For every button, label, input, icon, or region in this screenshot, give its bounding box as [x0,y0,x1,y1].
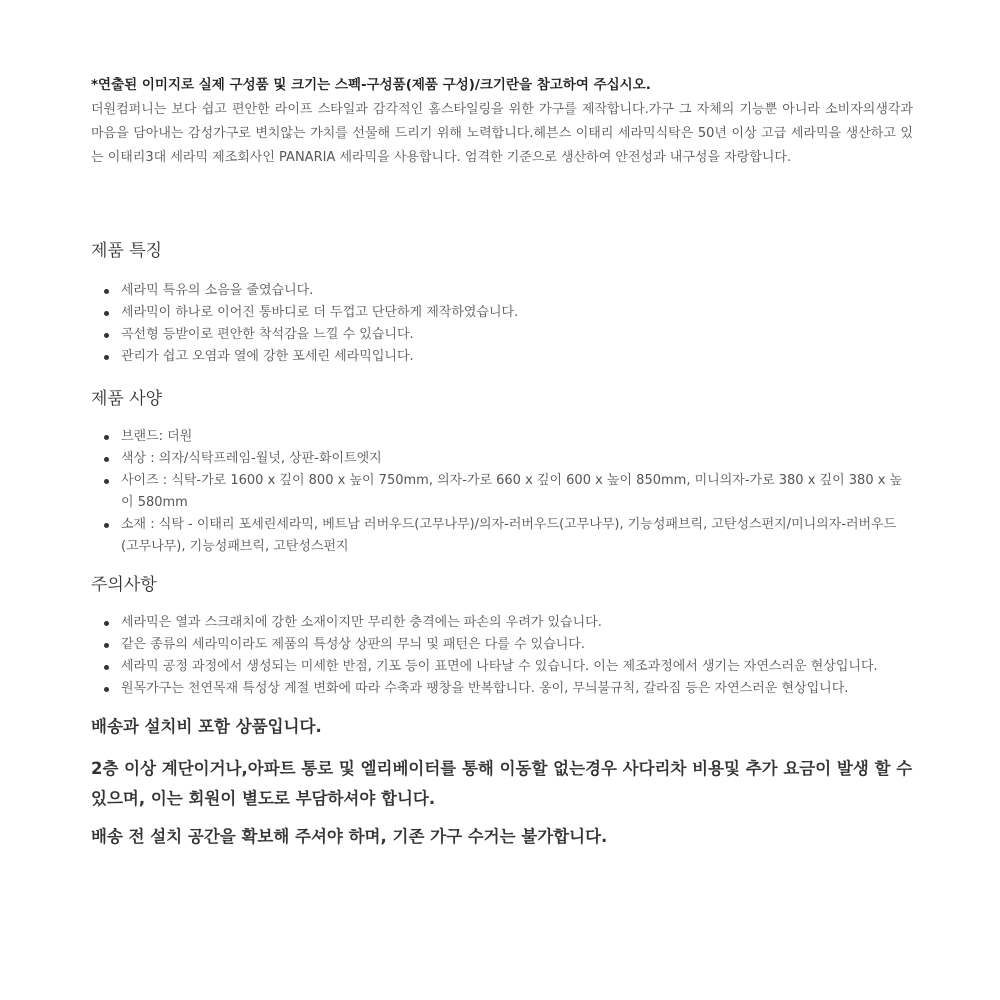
feature-text: 세라믹 특유의 소음을 줄였습니다. [121,283,314,298]
bullet-icon [104,479,109,484]
cautions-title: 주의사항 [91,575,157,595]
feature-text: 세라믹이 하나로 이어진 통바디로 더 두껍고 단단하게 제작하였습니다. [121,305,519,320]
feature-item [121,346,913,368]
installation-space-notice: 배송 전 설치 공간을 확보해 주셔야 하며, 기존 가구 수거는 불가합니다. [91,827,608,846]
bullet-icon [104,621,109,626]
caution-text: 세라믹 공정 과정에서 생성되는 미세한 반점, 기포 등이 표면에 나타날 수 있습니다. 이는 제조과정에서 생기는 자연스러운 현상입니다. [121,659,878,674]
features-title: 제품 특징 [91,241,163,261]
feature-text: 관리가 쉽고 오염과 열에 강한 포세린 세라믹입니다. [121,349,414,364]
product-description [91,74,913,852]
ladder-truck-notice: 2층 이상 계단이거나,아파트 통로 및 엘리베이터를 통해 이동할 없는경우 사다리차 비용및 추가 요금이 발생 할 수 있으며, 이는 회원이 별도로 부담하셔야 합니다. [91,759,913,808]
caution-text: 원목가구는 천연목재 특성상 계절 변화에 따라 수축과 팽창을 반복합니다. 옹이, 무늬불규칙, 갈라짐 등은 자연스러운 현상입니다. [121,681,849,696]
spec-item [121,470,913,514]
feature-item [121,302,913,324]
spec-item [121,514,913,558]
spec-text: 색상 : 의자/식탁프레임-월넛, 상판-화이트엣지 [121,451,382,466]
bullet-icon [104,523,109,528]
cautions-list [91,612,913,700]
spec-text: 브랜드: 더원 [121,429,193,444]
bullet-icon [104,355,109,360]
feature-text: 곡선형 등받이로 편안한 착석감을 느낄 수 있습니다. [121,327,414,342]
caution-item [121,634,913,656]
bullet-icon [104,457,109,462]
specs-title: 제품 사양 [91,389,163,409]
spec-text: 소재 : 식탁 - 이태리 포세린세라믹, 베트남 러버우드(고무나무)/의자-러버우드(고무나무), 기능성패브릭, 고탄성스펀지/미니의자-러버우드(고무나무), 기능성패브릭, 고탄성스펀지 [121,517,897,554]
bullet-icon [104,311,109,316]
caution-text: 세라믹은 열과 스크래치에 강한 소재이지만 무리한 충격에는 파손의 우려가 있습니다. [121,615,602,630]
caution-text: 같은 종류의 세라믹이라도 제품의 특성상 상판의 무늬 및 패턴은 다를 수 있습니다. [121,637,586,652]
bullet-icon [104,333,109,338]
feature-item [121,324,913,346]
spec-item [121,448,913,470]
caution-item [121,678,913,700]
spec-item [121,426,913,448]
feature-item [121,280,913,302]
delivery-included: 배송과 설치비 포함 상품입니다. [91,717,322,736]
spec-text: 사이즈 : 식탁-가로 1600 x 깊이 800 x 높이 750mm, 의자-가로 660 x 깊이 600 x 높이 850mm, 미니의자-가로 380 x 깊이 380 x 높이 580mm [121,473,903,510]
caution-item [121,612,913,634]
company-intro: 더원컴퍼니는 보다 쉽고 편안한 라이프 스타일과 감각적인 홈스타일링을 위한 가구를 제작합니다.가구 그 자체의 기능뿐 아니라 소비자의생각과 마음을 담아내는 감성가구로 변치않는 가치를 선물해 드리기 위해 노력합니다.헤븐스 이태리 세라믹식탁은 50년 이상 고급 세라믹을 생산하고 있는 이태리3대 세라믹 제조회사인 PANARIA 세라믹을 사용합니다. 엄격한 기준으로 생산하여 안전성과 내구성을 자랑합니다. [91,102,913,165]
bullet-icon [104,643,109,648]
bullet-icon [104,435,109,440]
bullet-icon [104,289,109,294]
image-notice: *연출된 이미지로 실제 구성품 및 크기는 스펙-구성품(제품 구성)/크기란을 참고하여 주십시오. [91,77,651,93]
bullet-icon [104,665,109,670]
bullet-icon [104,687,109,692]
specs-list [91,426,913,558]
caution-item [121,656,913,678]
features-list [91,280,913,368]
